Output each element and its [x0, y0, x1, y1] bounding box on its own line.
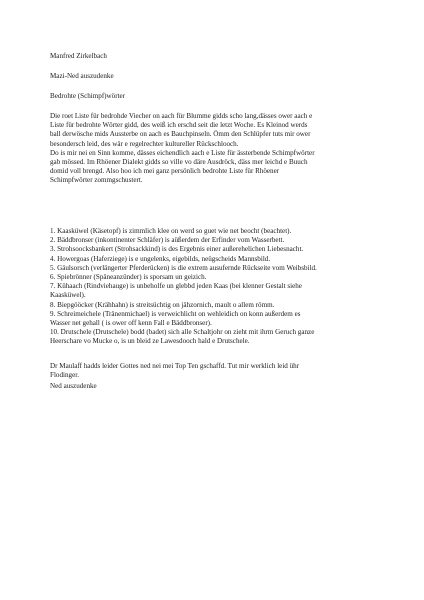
list-item: 2. Bäddbronser (inkontinenter Schläfer) is aüßerdem der Erfinder vom Wasserbett.	[50, 236, 285, 245]
signoff	[50, 382, 380, 391]
list-item: 5. Gäulsorsch (verlängerter Pferderücken) is die extrem ausufernde Rückseite vom Weibsbild.	[50, 263, 317, 272]
intro-line: Do is mir nei en Sinn komme, dässes eichendlich aach e Liste für ässterbende Schimpfwörter	[50, 148, 315, 157]
list-item: 7. Kühaach (Rindviehauge) is unbeholfe un glebbd jeden Kaas (bei klenner Gestalt siehe	[50, 282, 302, 291]
list-item: Kaasküwel).	[50, 291, 86, 300]
list-item: 9. Schreimeichele (Tränenmichael) is verweichlicht on wehleidich on konn außerdem es	[50, 309, 301, 318]
closing-line: Flodinger.	[50, 371, 79, 380]
list-item: 8. Biepgööcker (Krähhahn) is streitsüchtig on jähzornich, mault o allem römm.	[50, 300, 275, 309]
intro-line: gab mössed. Im Rhöener Dialekt gidds so ville vo däre Ausdröck, däss mer leichd e Buuch	[50, 158, 308, 167]
closing-paragraph	[50, 362, 380, 380]
author-name	[50, 52, 380, 61]
intro-paragraph	[50, 112, 380, 186]
closing-line: Dr Maulaff hadds leider Gottes ned nei mei Top Ten gschaffd. Tut mir werklich leid ühr	[50, 362, 300, 370]
list-item: Wasser net gehall ( is ower off kenn Fall e Bäddbronser).	[50, 319, 212, 328]
list-item: 6. Spiebrönner (Späneanzünder) is sporsam un geizich.	[50, 273, 207, 282]
list-item: 3. Strohsoocksbankert (Strohsackkind) is des Ergebnis einer außerehelichen Liebesnacht.	[50, 245, 304, 254]
list-item: 1. Kaasküwel (Käsetopf) is zimmlich klee on werd so guet wie net beocht (beachtet).	[50, 227, 292, 235]
subtitle-line: Mazi-Ned auszudenke	[50, 72, 114, 80]
list-item: 4. Howergoas (Haferziege) is e ungelenks, eigebilds, neügscheids Mannsbild.	[50, 254, 271, 263]
intro-line: Liste für bedrohte Wörter gidd, des weiß ich erschd seit die letzt Woche. Es Kleinod werds	[50, 121, 308, 130]
document-title	[50, 92, 380, 101]
author-line: Manfred Zirkelbach	[50, 52, 107, 60]
title-line: Bedrohte (Schimpf)wörter	[50, 92, 126, 100]
word-list	[50, 227, 380, 347]
intro-line: ball derwösche mids Aussterbe on aach es Bauchpinseln. Ömm den Schlüpfer tuts mir ower	[50, 130, 311, 139]
intro-line: Schimpfwörter zommgschustert.	[50, 176, 143, 185]
list-item: Heerschare vo Mucke o, is un bleid ze Lawesdooch hald e Drutschele.	[50, 337, 250, 346]
intro-line: domid voll brengd. Also hoo ich mei ganz persönlich bedrohte Liste für Rhöener	[50, 167, 280, 176]
intro-line: besondersch leid, des wär e regelrechter kultureller Rückschlooch.	[50, 139, 239, 148]
list-item: 10. Drutschele (Drutschele) bodd (badet) sich alle Schaltjohr on zieht mit ihrm Geruch ganze	[50, 328, 315, 337]
intro-line: Die roet Liste für bedrohde Viecher on aach für Blumme gidds scho lang,dässes ower aach e	[50, 112, 313, 120]
subtitle	[50, 72, 380, 81]
signoff-line: Ned auszudenke	[50, 382, 97, 390]
